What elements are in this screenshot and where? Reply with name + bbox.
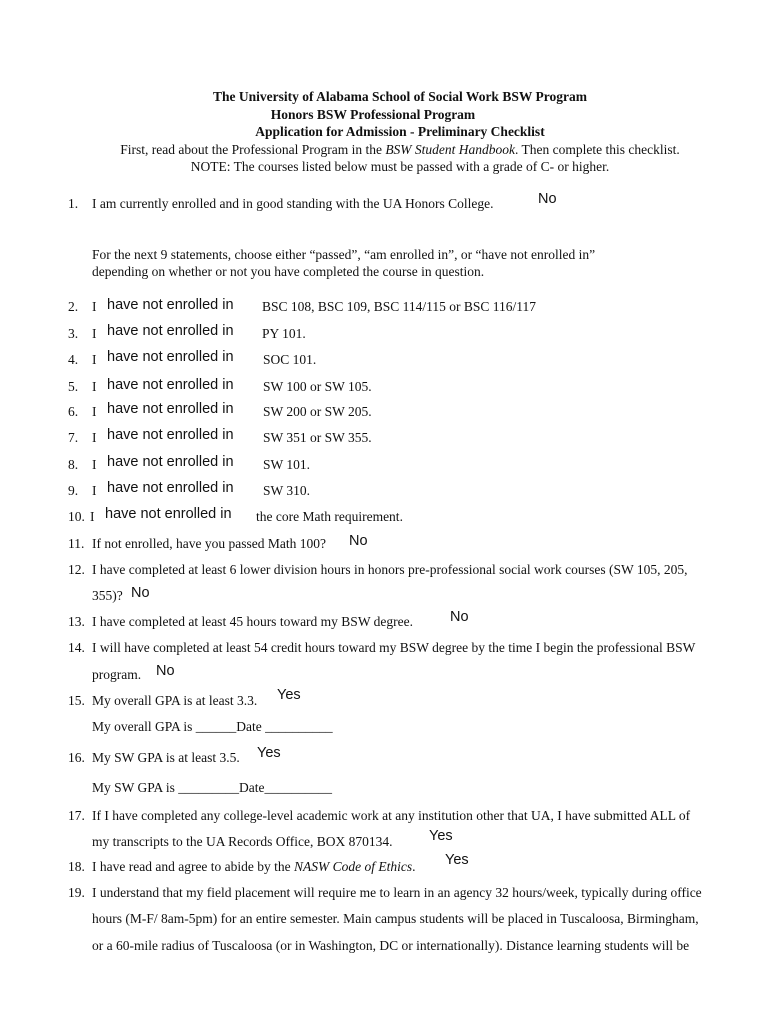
q15-answer-field[interactable]: Yes — [277, 687, 301, 703]
item-prefix: I — [92, 326, 97, 341]
header-program: Honors BSW Professional Program — [270, 107, 476, 122]
item-prefix: I — [90, 509, 95, 524]
course-answer-field[interactable]: have not enrolled in — [105, 506, 232, 522]
course-name: SOC 101. — [263, 352, 317, 367]
course-name: SW 200 or SW 205. — [263, 404, 372, 419]
course-name: PY 101. — [262, 326, 306, 341]
q12-text-cont: 355)? — [92, 588, 123, 603]
course-name: SW 351 or SW 355. — [263, 430, 372, 445]
intro-line: First, read about the Professional Program in the BSW Student Handbook. Then complete this checklist. — [120, 142, 680, 157]
q12-text: I have completed at least 6 lower division hours in honors pre-professional social work courses (SW 105, 205, — [92, 562, 688, 577]
q19-text: I understand that my field placement will require me to learn in an agency 32 hours/week, typically during office — [92, 885, 702, 900]
q13-text: I have completed at least 45 hours toward my BSW degree. — [92, 614, 414, 629]
q13-answer-field[interactable]: No — [450, 609, 469, 625]
q1-text: I am currently enrolled and in good standing with the UA Honors College. — [92, 196, 494, 211]
course-name: BSC 108, BSC 109, BSC 114/115 or BSC 116/117 — [262, 299, 537, 314]
intro-note: NOTE: The courses listed below must be passed with a grade of C- or higher. — [190, 159, 610, 174]
course-answer-field[interactable]: have not enrolled in — [107, 377, 234, 393]
item-number: 8. — [68, 457, 79, 472]
nasw-code-title: NASW Code of Ethics — [294, 859, 413, 874]
item-number: 2. — [68, 299, 79, 314]
item-prefix: I — [92, 379, 97, 394]
item-prefix: I — [92, 483, 97, 498]
course-answer-field[interactable]: have not enrolled in — [107, 349, 234, 365]
item-prefix: I — [92, 352, 97, 367]
item-number: 14. — [68, 640, 85, 655]
q1-answer-field[interactable]: No — [538, 191, 557, 207]
course-name: SW 100 or SW 105. — [263, 379, 372, 394]
header-subtitle: Application for Admission - Preliminary Checklist — [255, 124, 545, 139]
course-name: SW 101. — [263, 457, 311, 472]
q11-answer-field[interactable]: No — [349, 533, 368, 549]
item-number: 10. — [68, 509, 85, 524]
q15-text: My overall GPA is at least 3.3. — [92, 693, 258, 708]
course-name: SW 310. — [263, 483, 311, 498]
q19-text-cont2: or a 60-mile radius of Tuscaloosa (or in Washington, DC or internationally). Distance learning students will be — [92, 938, 690, 953]
course-answer-field[interactable]: have not enrolled in — [107, 454, 234, 470]
course-answer-field[interactable]: have not enrolled in — [107, 427, 234, 443]
item-prefix: I — [92, 430, 97, 445]
handbook-title: BSW Student Handbook — [385, 142, 516, 157]
item-number: 5. — [68, 379, 79, 394]
item-number: 4. — [68, 352, 79, 367]
q16-answer-field[interactable]: Yes — [257, 745, 281, 761]
course-answer-field[interactable]: have not enrolled in — [107, 297, 234, 313]
item-number: 18. — [68, 859, 85, 874]
q12-answer-field[interactable]: No — [131, 585, 150, 601]
item-prefix: I — [92, 457, 97, 472]
course-answer-field[interactable]: have not enrolled in — [107, 480, 234, 496]
q14-text: I will have completed at least 54 credit hours toward my BSW degree by the time I begin the professional BSW — [92, 640, 696, 655]
q18-text: I have read and agree to abide by the NASW Code of Ethics. — [92, 859, 416, 874]
item-number: 19. — [68, 885, 85, 900]
q16-text: My SW GPA is at least 3.5. — [92, 750, 240, 765]
q11-text: If not enrolled, have you passed Math 100? — [92, 536, 326, 551]
course-answer-field[interactable]: have not enrolled in — [107, 401, 234, 417]
item-number: 13. — [68, 614, 85, 629]
item-number: 7. — [68, 430, 79, 445]
instructions-line1: For the next 9 statements, choose either “passed”, “am enrolled in”, or “have not enrolled in” — [92, 247, 596, 262]
course-answer-field[interactable]: have not enrolled in — [107, 323, 234, 339]
item-prefix: I — [92, 404, 97, 419]
item-number: 3. — [68, 326, 79, 341]
item-number: 15. — [68, 693, 85, 708]
item-number: 6. — [68, 404, 79, 419]
item-number: 17. — [68, 808, 85, 823]
q19-text-cont1: hours (M-F/ 8am-5pm) for an entire semester. Main campus students will be placed in Tuscaloosa, Birmingham, — [92, 911, 699, 926]
item-number: 16. — [68, 750, 85, 765]
q18-answer-field[interactable]: Yes — [445, 852, 469, 868]
header-title: The University of Alabama School of Social Work BSW Program — [213, 89, 587, 104]
item-number: 12. — [68, 562, 85, 577]
item-number: 1. — [68, 196, 79, 211]
course-name: the core Math requirement. — [256, 509, 403, 524]
q14-answer-field[interactable]: No — [156, 663, 175, 679]
item-number: 9. — [68, 483, 79, 498]
instructions-line2: depending on whether or not you have completed the course in question. — [92, 264, 485, 279]
item-prefix: I — [92, 299, 97, 314]
q14-text-cont: program. — [92, 667, 142, 682]
q17-text: If I have completed any college-level academic work at any institution other that UA, I have submitted ALL of — [92, 808, 691, 823]
q17-answer-field[interactable]: Yes — [429, 828, 453, 844]
sw-gpa-date-line[interactable]: My SW GPA is _________Date__________ — [92, 780, 333, 795]
item-number: 11. — [68, 536, 85, 551]
q17-text-cont: my transcripts to the UA Records Office, BOX 870134. — [92, 834, 393, 849]
overall-gpa-date-line[interactable]: My overall GPA is ______Date __________ — [92, 719, 333, 734]
